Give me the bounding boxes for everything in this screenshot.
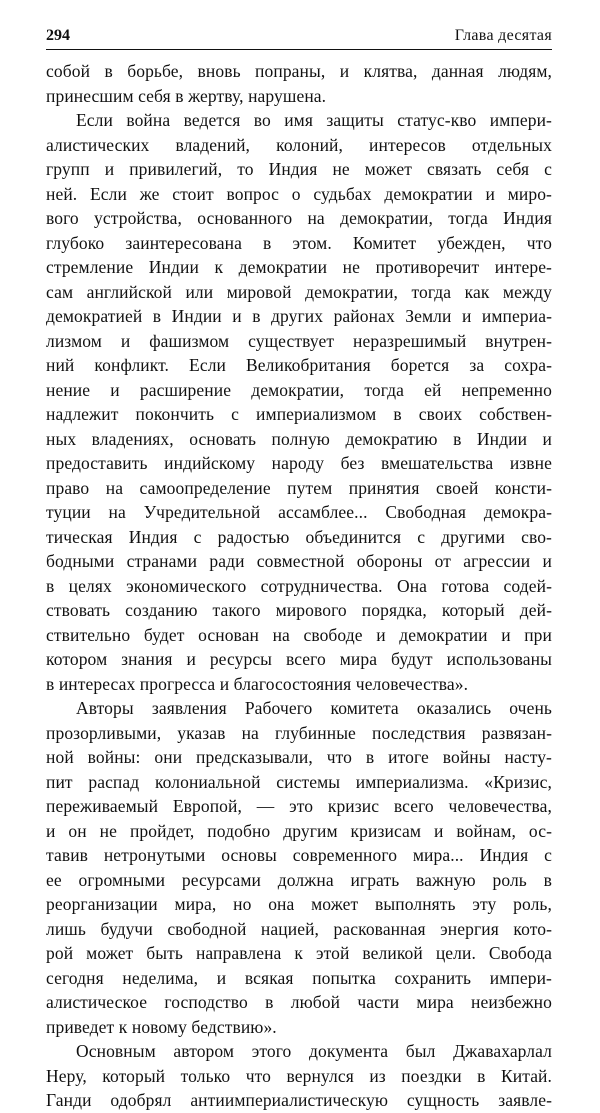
text-line: реорганизации мира, но она может выполнять эту роль, [46,894,552,914]
text-line: котором знания и ресурсы всего мира будут использованы [46,649,552,669]
text-line: принесшим себя в жертву, нарушена. [46,85,327,106]
text-line: глубоко заинтересована в этом. Комитет убежден, что [46,232,552,253]
text-line: демократией в Индии и в других районах Земли и империа- [46,306,552,326]
text-line: надлежит покончить с империализмом в своих собствен- [46,404,552,424]
text-line: групп и привилегий, то Индия не может связать себя с [46,159,552,179]
text-line: Основным автором этого документа был Джавахарлал [76,1041,552,1061]
text-line: ствовать созданию такого мирового порядка, который дей- [46,600,552,620]
text-line: сам английской или мировой демократии, тогда как между [46,281,552,302]
text-line: Авторы заявления Рабочего комитета оказались очень [76,698,552,718]
book-page [46,26,552,1113]
text-line: нение и расширение демократии, тогда ей непременно [46,379,552,400]
text-line: бодными странами ради совместной обороны от агрессии и [46,551,552,571]
text-line: прозорливыми, указав на глубинные последствия развязан- [46,722,552,743]
text-line: рой может быть направлена к этой великой цели. Свобода [46,943,552,963]
text-line: стремление Индии к демократии не противоречит интере- [46,257,552,277]
text-line: ных владениях, основать полную демократию в Индии и [46,428,552,449]
text-line: предоставить индийскому народу без вмешательства извне [46,453,552,473]
page-number: 294 [46,27,70,44]
text-line: алистических владений, колоний, интересов отдельных [46,134,552,155]
text-line: ной войны: они предсказывали, что в итоге войны насту- [46,747,552,767]
text-line: туции на Учредительной ассамблее... Свободная демокра- [46,502,552,522]
text-line: ее огромными ресурсами должна играть важную роль в [46,869,552,890]
body-text [46,59,552,1113]
text-line: право на самоопределение путем принятия своей консти- [46,477,552,498]
running-header [46,26,552,50]
text-line: сегодня неделима, и всякая попытка сохранить импери- [46,967,552,988]
text-line: тавив нетронутыми основы современного мира... Индия с [46,845,552,865]
text-line: Неру, который только что вернулся из поездки в Китай. [46,1065,552,1086]
text-line: тическая Индия с радостью объединится с другими сво- [46,526,552,547]
text-line: вого устройства, основанного на демократии, тогда Индия [46,208,552,228]
text-line: ствительно будет основан на свободе и демократии и при [46,624,552,645]
text-line: Ганди одобрял антиимпериалистическую сущность заявле- [46,1090,552,1110]
chapter-title: Глава десятая [454,27,552,44]
text-line: и он не пройдет, подобно другим кризисам и войнам, ос- [46,820,552,841]
text-line: ний конфликт. Если Великобритания борется за сохра- [46,355,552,375]
text-line: в интересах прогресса и благосостояния человечества». [46,673,469,694]
text-line: Если война ведется во имя защиты статус-кво импери- [76,110,552,130]
text-line: переживаемый Европой, — это кризис всего человечества, [46,796,552,816]
text-line: алистическое господство в любой части мира неизбежно [46,992,552,1012]
text-line: пит распад колониальной системы империализма. «Кризис, [46,771,552,792]
text-line: в целях экономического сотрудничества. Она готова содей- [46,575,552,596]
text-line: приведет к новому бедствию». [46,1016,277,1037]
text-line: ней. Если же стоит вопрос о судьбах демократии и миро- [46,183,552,204]
text-line: лизмом и фашизмом существует неразрешимый внутрен- [46,330,552,351]
text-line: лишь будучи свободной нацией, раскованная энергия кото- [46,918,552,939]
text-line: собой в борьбе, вновь попраны, и клятва, данная людям, [46,61,552,81]
